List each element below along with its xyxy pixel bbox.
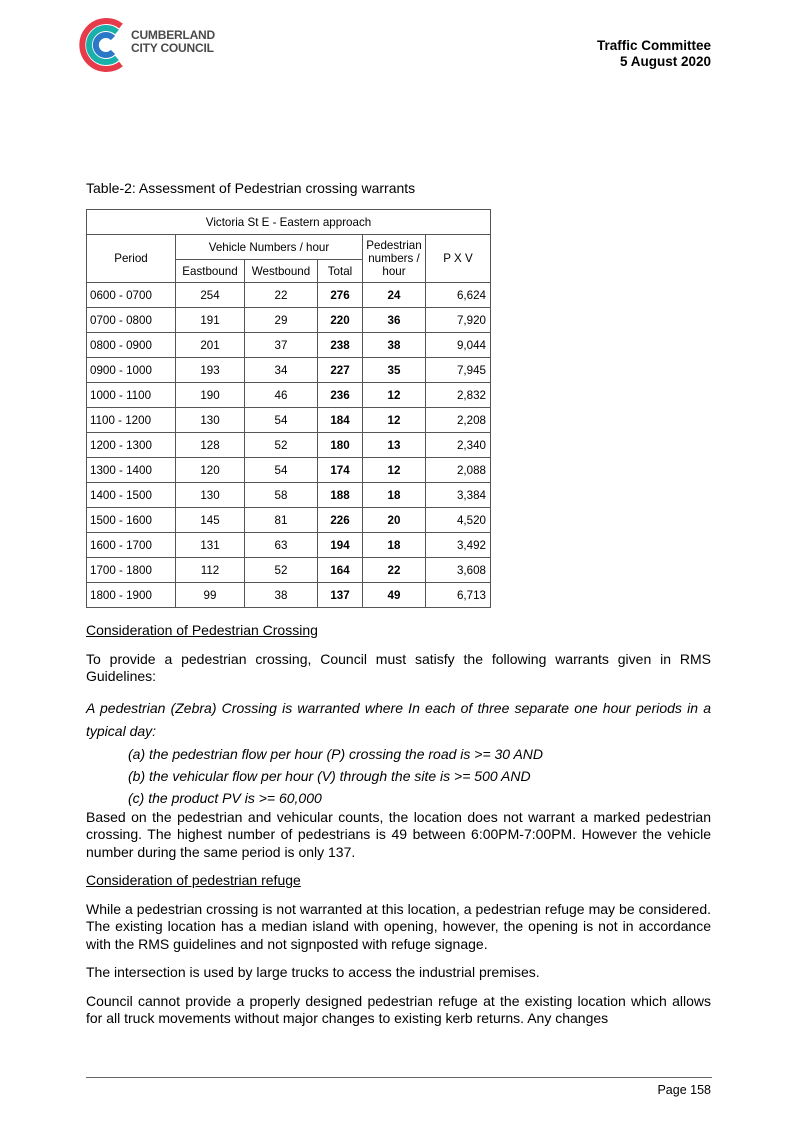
cell-period: 1100 - 1200 bbox=[87, 408, 176, 433]
logo-wordmark bbox=[131, 29, 215, 55]
cell-westbound: 52 bbox=[245, 558, 318, 583]
heading-pedestrian-crossing: Consideration of Pedestrian Crossing bbox=[86, 622, 318, 638]
table-row bbox=[87, 558, 491, 583]
cell-pedestrians: 24 bbox=[363, 283, 426, 308]
cell-eastbound: 128 bbox=[176, 433, 245, 458]
cell-period: 1000 - 1100 bbox=[87, 383, 176, 408]
table-title: Victoria St E - Eastern approach bbox=[87, 210, 491, 235]
table-row bbox=[87, 583, 491, 608]
paragraph-counts-conclusion: Based on the pedestrian and vehicular counts, the location does not warrant a marked pedestrian crossing. The highest number of pedestrians is 49 between 6:00PM-7:00PM. However the vehicle number during the same period is only 137. bbox=[86, 808, 711, 860]
cell-westbound: 37 bbox=[245, 333, 318, 358]
table-row bbox=[87, 333, 491, 358]
cell-eastbound: 131 bbox=[176, 533, 245, 558]
cell-total: 236 bbox=[318, 383, 363, 408]
header-ped-line-3: hour bbox=[382, 265, 406, 278]
cell-pxv: 2,340 bbox=[426, 433, 491, 458]
logo-line-2: CITY COUNCIL bbox=[131, 41, 214, 55]
cell-pxv: 3,492 bbox=[426, 533, 491, 558]
cell-pxv: 3,608 bbox=[426, 558, 491, 583]
paragraph-rms-guidelines: To provide a pedestrian crossing, Council must satisfy the following warrants given in RMS Guidelines: bbox=[86, 650, 711, 684]
paragraph-trucks: The intersection is used by large trucks to access the industrial premises. bbox=[86, 964, 540, 980]
header-westbound: Westbound bbox=[245, 260, 318, 283]
cell-westbound: 54 bbox=[245, 408, 318, 433]
cell-pxv: 2,832 bbox=[426, 383, 491, 408]
cell-eastbound: 145 bbox=[176, 508, 245, 533]
cell-westbound: 54 bbox=[245, 458, 318, 483]
cell-pedestrians: 12 bbox=[363, 408, 426, 433]
table-row bbox=[87, 533, 491, 558]
cell-pxv: 6,624 bbox=[426, 283, 491, 308]
cell-total: 227 bbox=[318, 358, 363, 383]
page-number: Page 158 bbox=[657, 1083, 711, 1097]
header-pedestrian-numbers bbox=[363, 235, 426, 283]
cell-eastbound: 130 bbox=[176, 483, 245, 508]
cell-eastbound: 99 bbox=[176, 583, 245, 608]
cell-eastbound: 254 bbox=[176, 283, 245, 308]
cell-pedestrians: 35 bbox=[363, 358, 426, 383]
cell-period: 1200 - 1300 bbox=[87, 433, 176, 458]
cell-westbound: 52 bbox=[245, 433, 318, 458]
logo-line-1: CUMBERLAND bbox=[131, 28, 215, 42]
cumberland-logo-icon bbox=[77, 14, 129, 76]
table-row bbox=[87, 308, 491, 333]
cell-pxv: 9,044 bbox=[426, 333, 491, 358]
table-row bbox=[87, 433, 491, 458]
cell-period: 1800 - 1900 bbox=[87, 583, 176, 608]
table-row bbox=[87, 383, 491, 408]
cell-westbound: 38 bbox=[245, 583, 318, 608]
header-vehicle-numbers: Vehicle Numbers / hour bbox=[176, 235, 363, 260]
cell-pxv: 4,520 bbox=[426, 508, 491, 533]
header-ped-line-1: Pedestrian bbox=[366, 239, 422, 252]
header-period: Period bbox=[87, 235, 176, 283]
cell-pedestrians: 36 bbox=[363, 308, 426, 333]
cell-pedestrians: 13 bbox=[363, 433, 426, 458]
cell-period: 1600 - 1700 bbox=[87, 533, 176, 558]
cell-total: 184 bbox=[318, 408, 363, 433]
cell-eastbound: 190 bbox=[176, 383, 245, 408]
footer-divider bbox=[86, 1077, 712, 1078]
cell-period: 1500 - 1600 bbox=[87, 508, 176, 533]
header-ped-line-2: numbers / bbox=[368, 252, 420, 265]
cell-pxv: 6,713 bbox=[426, 583, 491, 608]
cell-westbound: 58 bbox=[245, 483, 318, 508]
table-row bbox=[87, 508, 491, 533]
cell-total: 276 bbox=[318, 283, 363, 308]
table-row bbox=[87, 283, 491, 308]
cell-period: 1400 - 1500 bbox=[87, 483, 176, 508]
header-pxv: P X V bbox=[426, 235, 491, 283]
cell-westbound: 63 bbox=[245, 533, 318, 558]
cell-pedestrians: 12 bbox=[363, 383, 426, 408]
cell-pedestrians: 18 bbox=[363, 483, 426, 508]
table-caption: Table-2: Assessment of Pedestrian crossing warrants bbox=[86, 180, 416, 196]
report-body bbox=[86, 622, 711, 1039]
cell-eastbound: 193 bbox=[176, 358, 245, 383]
cell-pxv: 7,920 bbox=[426, 308, 491, 333]
meeting-header bbox=[597, 38, 711, 70]
condition-b: (b) the vehicular flow per hour (V) through the site is >= 500 AND bbox=[128, 767, 531, 784]
cell-westbound: 22 bbox=[245, 283, 318, 308]
cell-pedestrians: 18 bbox=[363, 533, 426, 558]
cell-westbound: 29 bbox=[245, 308, 318, 333]
cell-eastbound: 120 bbox=[176, 458, 245, 483]
cell-total: 174 bbox=[318, 458, 363, 483]
cell-pxv: 3,384 bbox=[426, 483, 491, 508]
cell-total: 164 bbox=[318, 558, 363, 583]
cell-eastbound: 191 bbox=[176, 308, 245, 333]
condition-c: (c) the product PV is >= 60,000 bbox=[128, 789, 322, 806]
cell-pxv: 2,088 bbox=[426, 458, 491, 483]
paragraph-kerb-returns: Council cannot provide a properly designed pedestrian refuge at the existing location which allows for all truck movements without major changes to existing kerb returns. Any changes bbox=[86, 992, 711, 1026]
cell-total: 188 bbox=[318, 483, 363, 508]
cell-total: 194 bbox=[318, 533, 363, 558]
cell-total: 137 bbox=[318, 583, 363, 608]
cell-westbound: 46 bbox=[245, 383, 318, 408]
cell-westbound: 81 bbox=[245, 508, 318, 533]
header-eastbound: Eastbound bbox=[176, 260, 245, 283]
cell-period: 0900 - 1000 bbox=[87, 358, 176, 383]
cell-pedestrians: 49 bbox=[363, 583, 426, 608]
warrants-table bbox=[86, 209, 491, 608]
cell-period: 1700 - 1800 bbox=[87, 558, 176, 583]
table-row bbox=[87, 483, 491, 508]
paragraph-refuge-existing: While a pedestrian crossing is not warranted at this location, a pedestrian refuge may be considered. The existing location has a median island with opening, however, the opening is not in accordance with the RMS guidelines and not signposted with refuge signage. bbox=[86, 900, 711, 952]
cell-total: 220 bbox=[318, 308, 363, 333]
cell-total: 238 bbox=[318, 333, 363, 358]
paragraph-zebra-warrant: A pedestrian (Zebra) Crossing is warranted where In each of three separate one hour periods in a typical day: bbox=[86, 699, 711, 739]
cell-pedestrians: 38 bbox=[363, 333, 426, 358]
cell-pedestrians: 12 bbox=[363, 458, 426, 483]
cell-pedestrians: 22 bbox=[363, 558, 426, 583]
council-logo bbox=[77, 14, 237, 76]
table-row bbox=[87, 358, 491, 383]
header-total: Total bbox=[318, 260, 363, 283]
committee-name: Traffic Committee bbox=[596, 38, 711, 53]
cell-total: 226 bbox=[318, 508, 363, 533]
table-row bbox=[87, 458, 491, 483]
heading-pedestrian-refuge: Consideration of pedestrian refuge bbox=[86, 872, 301, 888]
meeting-date: 5 August 2020 bbox=[619, 54, 711, 69]
cell-pxv: 2,208 bbox=[426, 408, 491, 433]
cell-eastbound: 201 bbox=[176, 333, 245, 358]
cell-period: 0800 - 0900 bbox=[87, 333, 176, 358]
table-row bbox=[87, 408, 491, 433]
cell-pxv: 7,945 bbox=[426, 358, 491, 383]
cell-total: 180 bbox=[318, 433, 363, 458]
cell-period: 0700 - 0800 bbox=[87, 308, 176, 333]
cell-eastbound: 130 bbox=[176, 408, 245, 433]
cell-period: 0600 - 0700 bbox=[87, 283, 176, 308]
cell-period: 1300 - 1400 bbox=[87, 458, 176, 483]
condition-a: (a) the pedestrian flow per hour (P) crossing the road is >= 30 AND bbox=[128, 745, 544, 762]
cell-eastbound: 112 bbox=[176, 558, 245, 583]
cell-westbound: 34 bbox=[245, 358, 318, 383]
cell-pedestrians: 20 bbox=[363, 508, 426, 533]
